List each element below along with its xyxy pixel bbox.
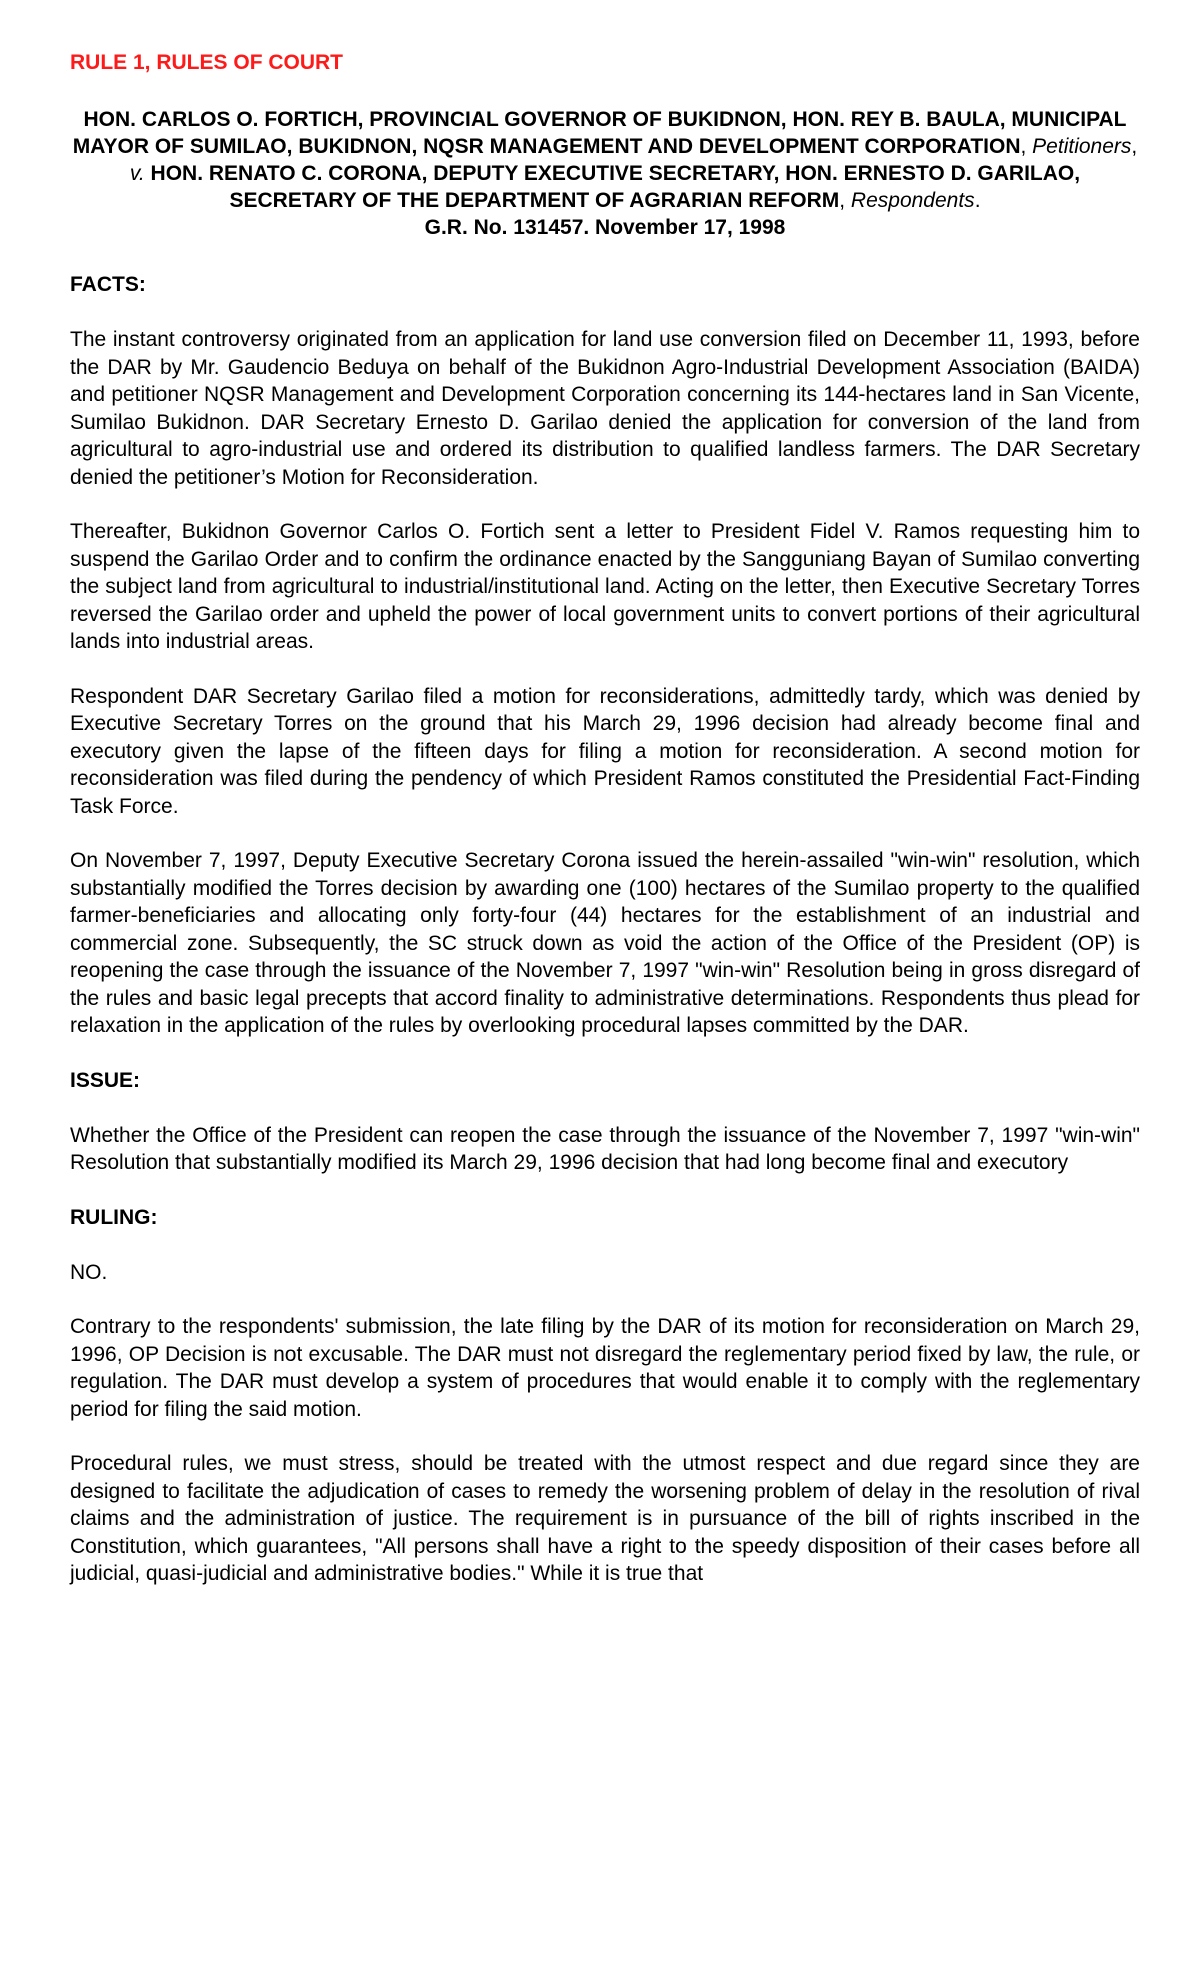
respondents-label: Respondents	[850, 189, 975, 212]
ruling-paragraph: Contrary to the respondents' submission, the late filing by the DAR of its motion for reconsideration on March 29, 1996, OP Decision is not excusable. The DAR must not disregard the reglementary period fixed by law, the rule, or regulation. The DAR must develop a system of procedures that would enable it to comply with the reglementary period for filing the said motion.	[70, 1315, 1140, 1421]
versus-label: v.	[129, 162, 145, 185]
caption-separator: ,	[839, 189, 851, 212]
issue-heading: ISSUE:	[70, 1068, 141, 1092]
petitioners-label: Petitioners	[1032, 135, 1132, 158]
case-number: G.R. No. 131457. November 17, 1998	[424, 216, 786, 239]
facts-paragraph: Thereafter, Bukidnon Governor Carlos O. Fortich sent a letter to President Fidel V. Ramos requesting him to suspend the Garilao Order and to confirm the ordinance enacted by the Sangguniang Bayan of Sumilao converting the subject land from agricultural to industrial/institutional land. Acting on the letter, then Executive Secretary Torres reversed the Garilao order and upheld the power of local government units to convert portions of their agricultural lands into industrial areas.	[70, 520, 1140, 653]
respondents-names: HON. RENATO C. CORONA, DEPUTY EXECUTIVE SECRETARY, HON. ERNESTO D. GARILAO, SECRETARY OF THE DEPARTMENT OF AGRARIAN REFORM	[150, 162, 1081, 212]
case-caption	[70, 106, 1140, 214]
facts-paragraph: The instant controversy originated from an application for land use conversion filed on December 11, 1993, before the DAR by Mr. Gaudencio Beduya on behalf of the Bukidnon Agro-Industrial Development Association (BAIDA) and petitioner NQSR Management and Development Corporation concerning its 144-hectares land in San Vicente, Sumilao Bukidnon. DAR Secretary Ernesto D. Garilao denied the application for conversion of the land from agricultural to agro-industrial use and ordered its distribution to qualified landless farmers. The DAR Secretary denied the petitioner’s Motion for Reconsideration.	[70, 328, 1140, 489]
ruling-heading: RULING:	[70, 1205, 158, 1229]
ruling-answer: NO.	[70, 1260, 108, 1284]
caption-separator: ,	[1131, 135, 1138, 158]
caption-end: .	[974, 189, 981, 212]
facts-paragraph: On November 7, 1997, Deputy Executive Secretary Corona issued the herein-assailed "win-win" resolution, which substantially modified the Torres decision by awarding one (100) hectares of the Sumilao property to the qualified farmer-beneficiaries and allocating only forty-four (44) hectares for the establishment of an industrial and commercial zone. Subsequently, the SC struck down as void the action of the Office of the President (OP) is reopening the case through the issuance of the November 7, 1997 "win-win" Resolution being in gross disregard of the rules and basic legal precepts that accord finality to administrative determinations. Respondents thus plead for relaxation in the application of the rules by overlooking procedural lapses committed by the DAR.	[70, 849, 1140, 1037]
facts-paragraph: Respondent DAR Secretary Garilao filed a motion for reconsiderations, admittedly tardy, which was denied by Executive Secretary Torres on the ground that his March 29, 1996 decision had already become final and executory given the lapse of the fifteen days for filing a motion for reconsideration. A second motion for reconsideration was filed during the pendency of which President Ramos constituted the Presidential Fact-Finding Task Force.	[70, 684, 1140, 818]
facts-heading: FACTS:	[70, 273, 146, 296]
petitioners-names: HON. CARLOS O. FORTICH, PROVINCIAL GOVERNOR OF BUKIDNON, HON. REY B. BAULA, MUNICIPAL MAYOR OF SUMILAO, BUKIDNON, NQSR MANAGEMENT AND DEVELOPMENT CORPORATION	[72, 108, 1127, 158]
rule-heading: RULE 1, RULES OF COURT	[70, 51, 344, 74]
caption-separator: ,	[1020, 135, 1033, 158]
document-page	[70, 50, 1140, 1615]
ruling-paragraph: Procedural rules, we must stress, should be treated with the utmost respect and due regard since they are designed to facilitate the adjudication of cases to remedy the worsening problem of delay in the resolution of rival claims and the administration of justice. The requirement is in pursuance of the bill of rights inscribed in the Constitution, which guarantees, "All persons shall have a right to the speedy disposition of their cases before all judicial, quasi-judicial and administrative bodies." While it is true that	[70, 1452, 1140, 1585]
issue-paragraph: Whether the Office of the President can reopen the case through the issuance of the November 7, 1997 "win-win" Resolution that substantially modified its March 29, 1996 decision that had long become final and executory	[70, 1123, 1140, 1174]
